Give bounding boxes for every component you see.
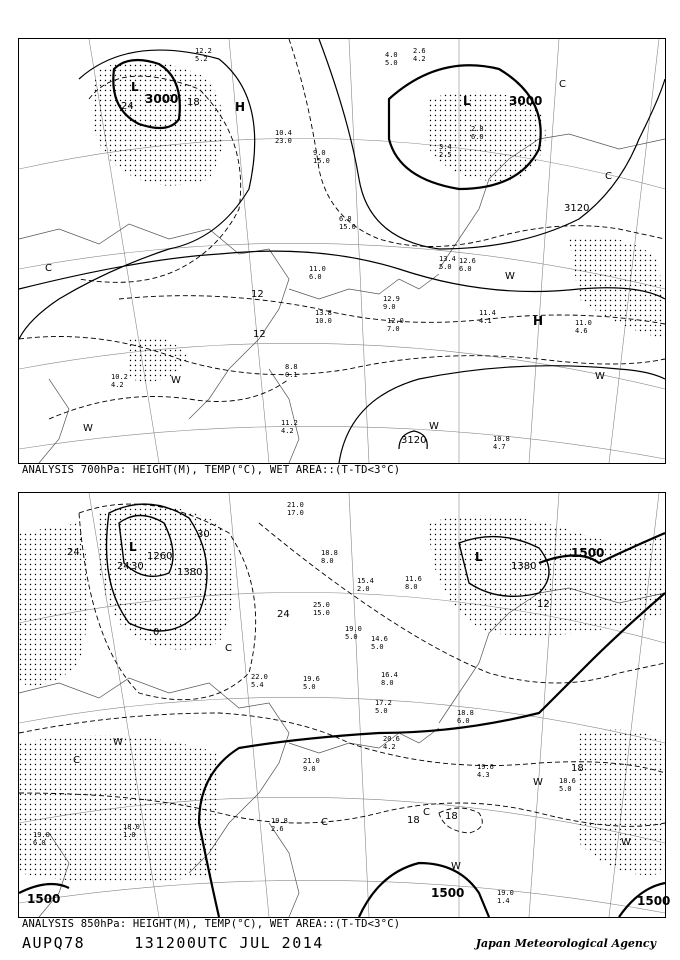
- station-plot: [303, 675, 320, 691]
- svg-text:10.8: 10.8: [493, 435, 510, 443]
- low-center-symbol: L: [131, 80, 139, 94]
- svg-text:5.0: 5.0: [385, 59, 398, 67]
- station-plot: [383, 735, 400, 751]
- agency-credit: Japan Meteorological Agency: [475, 937, 656, 950]
- height-label: 3000: [145, 92, 179, 106]
- cold-mark: C: [45, 263, 52, 274]
- chart-id: AUPQ78: [22, 934, 86, 952]
- cold-mark: C: [605, 171, 612, 182]
- svg-text:2.0: 2.0: [357, 585, 370, 593]
- svg-text:21.0: 21.0: [287, 501, 304, 509]
- svg-text:18.8: 18.8: [457, 709, 474, 717]
- station-plot: [271, 817, 288, 833]
- svg-text:13.4: 13.4: [439, 255, 456, 263]
- wet-areas: [19, 505, 665, 883]
- svg-text:0.1: 0.1: [285, 371, 298, 379]
- station-plot: [477, 763, 494, 779]
- svg-text:12.2: 12.2: [195, 47, 212, 55]
- height-label: 1380: [177, 567, 203, 578]
- low-center-symbol: L: [475, 550, 483, 564]
- svg-text:18.6: 18.6: [559, 777, 576, 785]
- map-panel-700hpa: [18, 38, 666, 464]
- isotherm-label: 12: [537, 599, 550, 610]
- svg-text:11.6: 11.6: [405, 575, 422, 583]
- svg-text:14.6: 14.6: [371, 635, 388, 643]
- svg-text:8.8: 8.8: [285, 363, 298, 371]
- svg-text:19.0: 19.0: [497, 889, 514, 897]
- height-label: 1500: [27, 892, 61, 906]
- svg-text:11.0: 11.0: [309, 265, 326, 273]
- svg-text:2.8: 2.8: [471, 125, 484, 133]
- svg-text:11.2: 11.2: [281, 419, 298, 427]
- map-panel-850hpa: [18, 492, 671, 918]
- isotherm-label: 30: [197, 529, 210, 540]
- svg-text:11.4: 11.4: [479, 309, 496, 317]
- station-plot: [439, 255, 456, 271]
- cold-mark: C: [321, 817, 328, 828]
- svg-text:13.8: 13.8: [315, 309, 332, 317]
- height-label: 1500: [431, 886, 465, 900]
- warm-mark: W: [171, 375, 181, 386]
- station-plot: [287, 501, 304, 517]
- svg-text:4.2: 4.2: [383, 743, 396, 751]
- isotherm-label: 24: [277, 609, 290, 620]
- warm-mark: W: [429, 421, 439, 432]
- station-plot: [371, 635, 388, 651]
- svg-text:1.4: 1.4: [497, 897, 510, 905]
- svg-text:9.0: 9.0: [383, 303, 396, 311]
- svg-text:15.4: 15.4: [357, 577, 374, 585]
- svg-text:21.0: 21.0: [303, 757, 320, 765]
- isotherm-label: 18: [407, 815, 420, 826]
- svg-text:6.0: 6.0: [33, 839, 46, 847]
- station-plot: [195, 47, 212, 63]
- svg-text:2.6: 2.6: [413, 47, 426, 55]
- svg-text:6.0: 6.0: [471, 133, 484, 141]
- high-center-symbol: H: [235, 100, 246, 114]
- cold-mark: C: [225, 643, 232, 654]
- station-plot: [471, 125, 484, 141]
- svg-text:16.4: 16.4: [381, 671, 398, 679]
- svg-text:17.2: 17.2: [375, 699, 392, 707]
- map-700hpa-canvas: [19, 39, 665, 463]
- low-center-symbol: L: [129, 540, 137, 554]
- svg-text:4.7: 4.7: [493, 443, 506, 451]
- station-plot: [285, 363, 298, 379]
- svg-text:15.0: 15.0: [339, 223, 356, 231]
- station-plot: [383, 295, 400, 311]
- svg-text:19.0: 19.0: [345, 625, 362, 633]
- height-label: 1500: [637, 894, 671, 908]
- warm-mark: W: [83, 423, 93, 434]
- svg-text:7.0: 7.0: [387, 325, 400, 333]
- svg-text:19.8: 19.8: [271, 817, 288, 825]
- svg-text:4.2: 4.2: [111, 381, 124, 389]
- height-label: 3120: [401, 435, 427, 446]
- svg-text:6.8: 6.8: [339, 215, 352, 223]
- svg-text:18.8: 18.8: [321, 549, 338, 557]
- svg-text:10.0: 10.0: [315, 317, 332, 325]
- cold-mark: C: [423, 807, 430, 818]
- isotherm-label: 12: [253, 329, 266, 340]
- station-plot: [457, 709, 474, 725]
- svg-text:1.0: 1.0: [123, 831, 136, 839]
- height-label: 3120: [564, 203, 590, 214]
- svg-text:12.9: 12.9: [383, 295, 400, 303]
- height-label: 1380: [511, 561, 537, 572]
- warm-mark: W: [451, 861, 461, 872]
- station-plot: [559, 777, 576, 793]
- station-plot: [315, 309, 332, 325]
- svg-text:4.3: 4.3: [477, 771, 490, 779]
- station-plot: [339, 215, 356, 231]
- station-plot: [281, 419, 298, 435]
- station-plot: [251, 673, 268, 689]
- svg-text:15.0: 15.0: [313, 609, 330, 617]
- station-plot: [413, 47, 426, 63]
- station-plot: [375, 699, 392, 715]
- svg-text:12.0: 12.0: [387, 317, 404, 325]
- station-plot: [313, 601, 330, 617]
- valid-time: 131200UTC JUL 2014: [134, 934, 324, 952]
- isotherm-label: 18: [445, 811, 458, 822]
- cold-mark: C: [73, 755, 80, 766]
- isotherm-label: 24: [67, 547, 80, 558]
- warm-mark: W: [533, 777, 543, 788]
- svg-text:15.0: 15.0: [313, 157, 330, 165]
- svg-text:19.6: 19.6: [477, 763, 494, 771]
- warm-mark: W: [621, 837, 631, 848]
- station-plot: [303, 757, 320, 773]
- station-plot: [111, 373, 128, 389]
- svg-text:8.0: 8.0: [381, 679, 394, 687]
- coastlines: [19, 134, 665, 463]
- warm-mark: W: [113, 737, 123, 748]
- panel-caption-700hpa: ANALYSIS 700hPa: HEIGHT(M), TEMP(°C), WET AREA::(T-TD<3°C): [22, 464, 401, 476]
- station-plot: [479, 309, 496, 325]
- station-plot: [575, 319, 592, 335]
- svg-text:8.0: 8.0: [405, 583, 418, 591]
- station-plot: [275, 129, 292, 145]
- isotherm-label: 30: [131, 561, 144, 572]
- low-center-symbol: L: [463, 94, 471, 108]
- chart-footer: [22, 934, 324, 952]
- svg-text:5.0: 5.0: [559, 785, 572, 793]
- svg-text:12.6: 12.6: [459, 257, 476, 265]
- station-plot: [459, 257, 476, 273]
- warm-mark: W: [505, 271, 515, 282]
- svg-text:5.0: 5.0: [375, 707, 388, 715]
- svg-text:18.0: 18.0: [123, 823, 140, 831]
- height-label: 3000: [509, 94, 543, 108]
- svg-text:17.0: 17.0: [287, 509, 304, 517]
- isotherm-label: 24: [117, 561, 130, 572]
- svg-text:4.0: 4.0: [385, 51, 398, 59]
- cold-mark: C: [559, 79, 566, 90]
- svg-text:9.0: 9.0: [313, 149, 326, 157]
- svg-text:5.4: 5.4: [251, 681, 264, 689]
- panel-caption-850hpa: ANALYSIS 850hPa: HEIGHT(M), TEMP(°C), WET AREA::(T-TD<3°C): [22, 918, 401, 930]
- map-850hpa-canvas: [19, 493, 671, 917]
- station-plot: [357, 577, 374, 593]
- high-center-symbol: H: [533, 314, 544, 328]
- svg-text:6.0: 6.0: [309, 273, 322, 281]
- station-plot: [405, 575, 422, 591]
- svg-text:4.1: 4.1: [479, 317, 492, 325]
- svg-text:3.4: 3.4: [439, 143, 452, 151]
- isotherm-label: 24: [121, 101, 134, 112]
- svg-text:8.0: 8.0: [321, 557, 334, 565]
- svg-text:5.0: 5.0: [345, 633, 358, 641]
- station-plot: [387, 317, 404, 333]
- svg-text:25.0: 25.0: [313, 601, 330, 609]
- isotherm-label: 12: [251, 289, 264, 300]
- station-plot: [493, 435, 510, 451]
- svg-text:2.5: 2.5: [439, 151, 452, 159]
- isotherm-label: 18: [571, 763, 584, 774]
- svg-text:4.2: 4.2: [281, 427, 294, 435]
- station-plot: [321, 549, 338, 565]
- svg-text:5.0: 5.0: [439, 263, 452, 271]
- height-label: 1260: [147, 551, 173, 562]
- isotherm-label: 18: [187, 97, 200, 108]
- svg-text:5.2: 5.2: [195, 55, 208, 63]
- svg-text:4.2: 4.2: [413, 55, 426, 63]
- svg-text:4.6: 4.6: [575, 327, 588, 335]
- station-plot: [313, 149, 330, 165]
- warm-mark: W: [595, 371, 605, 382]
- svg-text:19.0: 19.0: [33, 831, 50, 839]
- svg-text:10.4: 10.4: [275, 129, 292, 137]
- svg-text:10.2: 10.2: [111, 373, 128, 381]
- svg-text:19.6: 19.6: [303, 675, 320, 683]
- svg-text:11.0: 11.0: [575, 319, 592, 327]
- svg-text:2.6: 2.6: [271, 825, 284, 833]
- svg-text:9.0: 9.0: [303, 765, 316, 773]
- svg-text:5.0: 5.0: [303, 683, 316, 691]
- station-plot: [497, 889, 514, 905]
- station-plot: [385, 51, 398, 67]
- svg-text:6.0: 6.0: [457, 717, 470, 725]
- isotherm-label: 0: [153, 627, 160, 638]
- svg-text:6.0: 6.0: [459, 265, 472, 273]
- station-plot: [381, 671, 398, 687]
- svg-text:23.0: 23.0: [275, 137, 292, 145]
- station-plot: [439, 143, 452, 159]
- station-plot: [345, 625, 362, 641]
- svg-text:5.0: 5.0: [371, 643, 384, 651]
- station-plot: [309, 265, 326, 281]
- svg-text:22.0: 22.0: [251, 673, 268, 681]
- svg-text:20.6: 20.6: [383, 735, 400, 743]
- height-label: 1500: [571, 546, 605, 560]
